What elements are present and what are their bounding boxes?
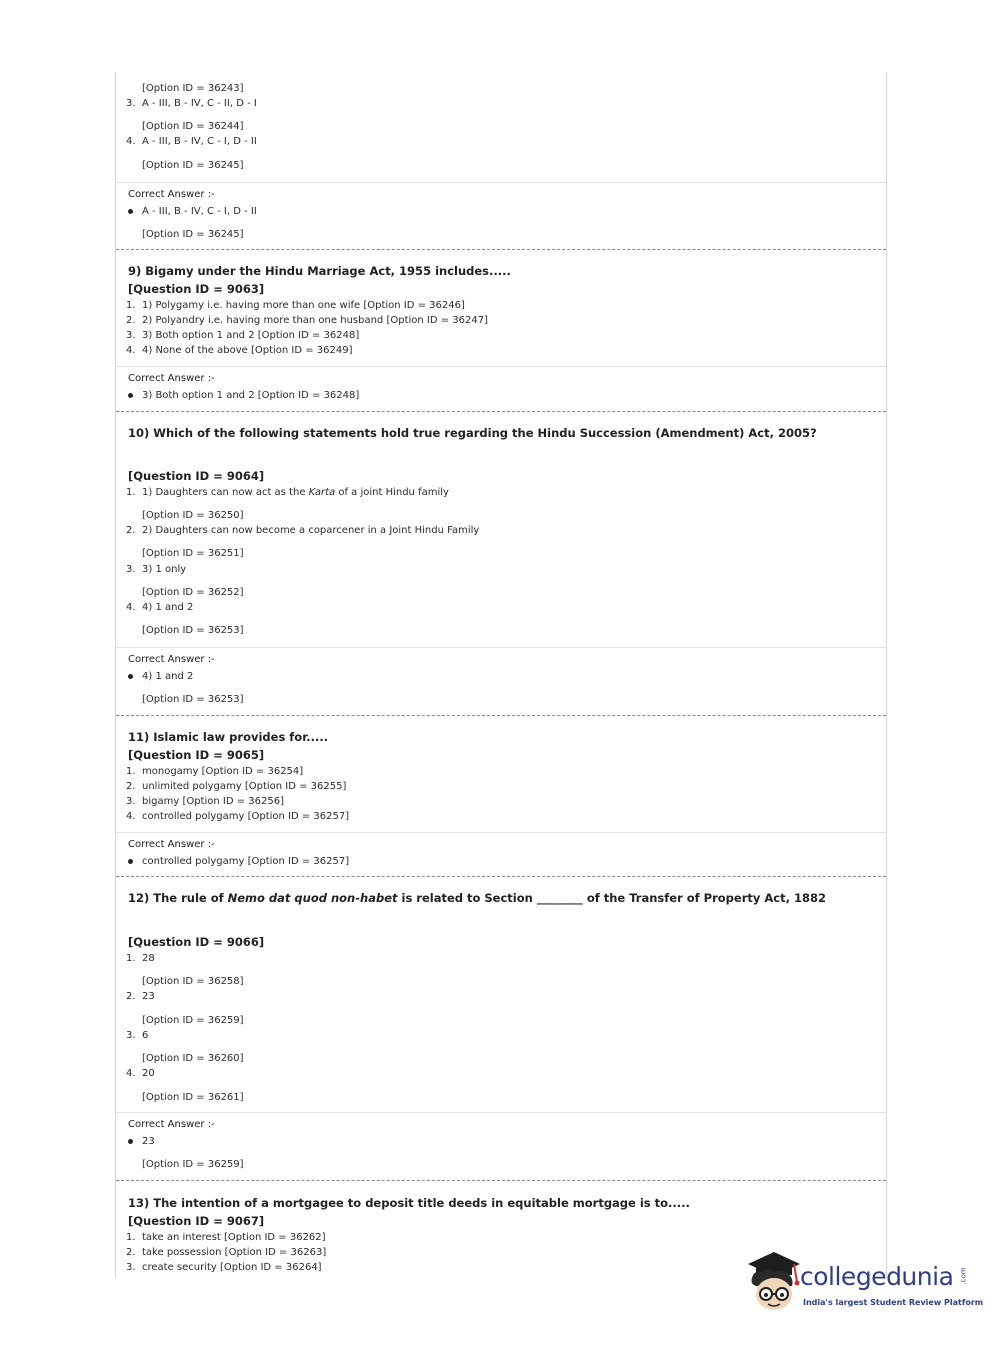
q9-question-block (116, 249, 886, 367)
correct-answer: controlled polygamy [Option ID = 36257] (142, 856, 350, 867)
option-text: take possession [Option ID = 36263] (142, 1247, 327, 1258)
q10-answer-block (116, 647, 886, 716)
option-text: A - III, B - IV, C - II, D - I (142, 98, 257, 109)
option-text: 4) None of the above [Option ID = 36249] (142, 345, 353, 356)
correct-answer: 23 (142, 1136, 155, 1147)
option-text: 20 (142, 1068, 155, 1079)
option-text: unlimited polygamy [Option ID = 36255] (142, 781, 347, 792)
q12-question-block (116, 876, 886, 1113)
option-number: 1. (126, 766, 136, 777)
question-id: [Question ID = 9067] (128, 1214, 265, 1228)
option-number: 3. (126, 1262, 136, 1273)
option-number: 4. (126, 602, 136, 613)
correct-answer-id: [Option ID = 36259] (142, 1159, 244, 1170)
question-text: 9) Bigamy under the Hindu Marriage Act, 1955 includes..... (128, 264, 511, 278)
option-id: [Option ID = 36251] (142, 548, 244, 559)
option-id: [Option ID = 36245] (142, 160, 244, 171)
option-text: 23 (142, 991, 155, 1002)
option-text: create security [Option ID = 36264] (142, 1262, 322, 1273)
option-id: [Option ID = 36258] (142, 976, 244, 987)
correct-answer-label: Correct Answer :- (128, 1119, 215, 1130)
option-number: 3. (126, 564, 136, 575)
option-id: [Option ID = 36260] (142, 1053, 244, 1064)
option-text: 6 (142, 1030, 149, 1041)
option-number: 2. (126, 991, 136, 1002)
correct-answer: 3) Both option 1 and 2 [Option ID = 36248] (142, 390, 360, 401)
brand-tagline: India's largest Student Review Platform (803, 1298, 984, 1307)
option-text: 3) Both option 1 and 2 [Option ID = 36248] (142, 330, 360, 341)
correct-answer-label: Correct Answer :- (128, 373, 215, 384)
option-text: A - III, B - IV, C - I, D - II (142, 136, 257, 147)
option-number: 1. (126, 300, 136, 311)
correct-answer-label: Correct Answer :- (128, 654, 215, 665)
q11-answer-block (116, 832, 886, 877)
bullet-icon (128, 209, 133, 214)
q8-options-block (116, 72, 886, 183)
option-text: 1) Daughters can now act as the Karta of a joint Hindu family (142, 487, 449, 498)
option-number: 1. (126, 1232, 136, 1243)
option-id: [Option ID = 36250] (142, 510, 244, 521)
option-number: 4. (126, 811, 136, 822)
question-text: 12) The rule of Nemo dat quod non-habet is related to Section ________ of the Transfer of Property Act, 1882 (128, 891, 826, 905)
option-id: [Option ID = 36252] (142, 587, 244, 598)
option-number: 2. (126, 781, 136, 792)
option-id: [Option ID = 36261] (142, 1092, 244, 1103)
option-id: [Option ID = 36259] (142, 1015, 244, 1026)
option-text: 2) Daughters can now become a coparcener in a Joint Hindu Family (142, 525, 480, 536)
question-text: 10) Which of the following statements hold true regarding the Hindu Succession (Amendment) Act, 2005? (128, 426, 817, 440)
option-text: controlled polygamy [Option ID = 36257] (142, 811, 350, 822)
question-text: 13) The intention of a mortgagee to deposit title deeds in equitable mortgage is to..... (128, 1196, 690, 1210)
option-text: 2) Polyandry i.e. having more than one husband [Option ID = 36247] (142, 315, 488, 326)
question-id: [Question ID = 9065] (128, 748, 265, 762)
q12-answer-block (116, 1112, 886, 1181)
q11-question-block (116, 715, 886, 833)
option-number: 4. (126, 345, 136, 356)
correct-answer-label: Correct Answer :- (128, 189, 215, 200)
question-id: [Question ID = 9066] (128, 935, 265, 949)
option-text: 28 (142, 953, 155, 964)
brand-domain: .com (959, 1267, 968, 1285)
option-text: bigamy [Option ID = 36256] (142, 796, 284, 807)
bullet-icon (128, 1139, 133, 1144)
option-number: 3. (126, 330, 136, 341)
mascot-logo-icon (742, 1250, 804, 1320)
q10-question-block (116, 411, 886, 648)
option-id: [Option ID = 36253] (142, 625, 244, 636)
option-number: 1. (126, 487, 136, 498)
option-number: 1. (126, 953, 136, 964)
correct-answer-label: Correct Answer :- (128, 839, 215, 850)
option-number: 3. (126, 98, 136, 109)
correct-answer: 4) 1 and 2 (142, 671, 194, 682)
question-text: 11) Islamic law provides for..... (128, 730, 329, 744)
bullet-icon (128, 674, 133, 679)
option-number: 3. (126, 796, 136, 807)
option-number: 3. (126, 1030, 136, 1041)
option-number: 2. (126, 315, 136, 326)
correct-answer-id: [Option ID = 36245] (142, 229, 244, 240)
option-number: 4. (126, 136, 136, 147)
q8-answer-block (116, 182, 886, 250)
brand-name: collegedunia (800, 1262, 954, 1291)
option-text: 4) 1 and 2 (142, 602, 194, 613)
question-paper (115, 72, 887, 1277)
question-id: [Question ID = 9064] (128, 469, 265, 483)
correct-answer-id: [Option ID = 36253] (142, 694, 244, 705)
option-text: take an interest [Option ID = 36262] (142, 1232, 326, 1243)
option-id: [Option ID = 36243] (142, 83, 244, 94)
option-text: 3) 1 only (142, 564, 187, 575)
option-number: 4. (126, 1068, 136, 1079)
bullet-icon (128, 859, 133, 864)
q9-answer-block (116, 366, 886, 412)
correct-answer: A - III, B - IV, C - I, D - II (142, 206, 257, 217)
option-number: 2. (126, 525, 136, 536)
question-id: [Question ID = 9063] (128, 282, 265, 296)
option-id: [Option ID = 36244] (142, 121, 244, 132)
option-number: 2. (126, 1247, 136, 1258)
option-text: 1) Polygamy i.e. having more than one wife [Option ID = 36246] (142, 300, 465, 311)
option-text: monogamy [Option ID = 36254] (142, 766, 304, 777)
bullet-icon (128, 393, 133, 398)
